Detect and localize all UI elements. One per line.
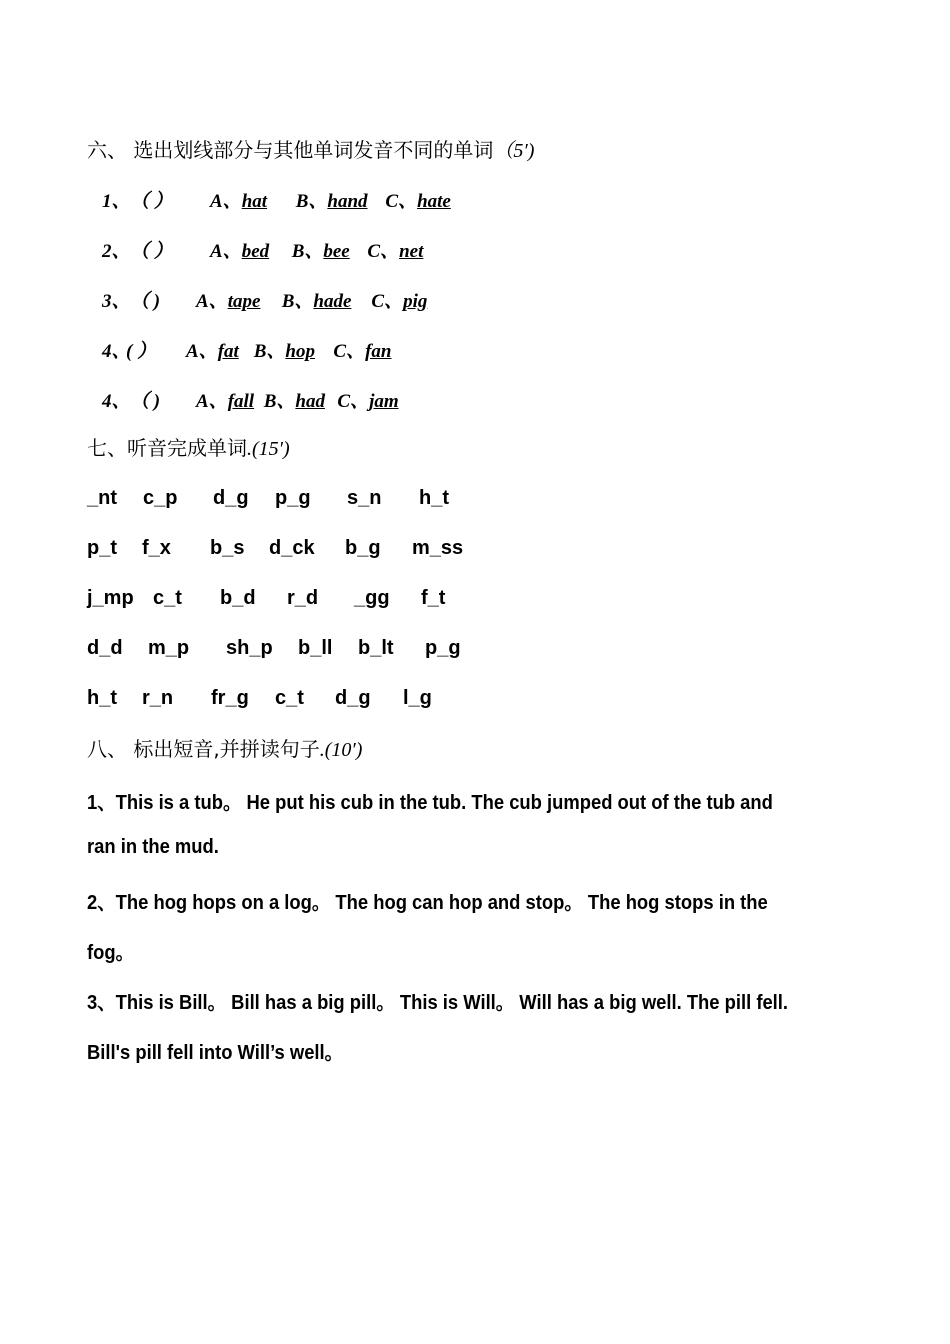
question-number: 2、 bbox=[102, 241, 131, 262]
blank-word: j_mp bbox=[87, 587, 134, 609]
option-a-word: fall bbox=[227, 391, 255, 412]
option-c-word: hate bbox=[417, 191, 451, 212]
answer-bracket: （ ） bbox=[130, 191, 173, 212]
question-row bbox=[102, 236, 423, 263]
blank-word: p_t bbox=[87, 537, 117, 559]
sentence-line: Bill's pill fell into Will’s well。 bbox=[87, 1042, 344, 1064]
option-c-word: net bbox=[399, 241, 424, 262]
blank-word: d_ck bbox=[269, 537, 315, 559]
option-c-label: C、 bbox=[371, 291, 404, 312]
option-c-label: C、 bbox=[337, 391, 370, 412]
option-a-word: hat bbox=[241, 191, 268, 212]
section6-heading bbox=[87, 134, 534, 163]
question-number: 4、 bbox=[102, 391, 131, 412]
option-a-label: A、 bbox=[210, 191, 242, 212]
blank-word: d_g bbox=[213, 487, 249, 509]
section7-points: .(15′) bbox=[247, 438, 290, 460]
blank-word: b_s bbox=[210, 537, 245, 559]
question-number: 1、 bbox=[102, 191, 131, 212]
option-a-word: fat bbox=[217, 341, 239, 362]
word-row bbox=[87, 587, 445, 610]
sentence-line: 3、This is Bill。 Bill has a big pill。 This is Will。 Will has a big well. The pill fell. bbox=[87, 992, 789, 1014]
blank-word: r_n bbox=[142, 687, 174, 709]
option-b-word: had bbox=[295, 391, 325, 412]
sentence-line: fog。 bbox=[87, 942, 135, 964]
blank-word: m_ss bbox=[412, 537, 464, 559]
answer-bracket: （ ） bbox=[130, 241, 173, 262]
option-b-word: hop bbox=[285, 341, 315, 362]
blank-word: p_g bbox=[425, 637, 461, 659]
blank-word: d_d bbox=[87, 637, 123, 659]
blank-word: _nt bbox=[87, 487, 117, 509]
section6-points: （5′) bbox=[493, 140, 535, 162]
answer-bracket: ( ） bbox=[126, 341, 157, 362]
word-row bbox=[87, 687, 432, 710]
option-c-word: fan bbox=[365, 341, 392, 362]
blank-word: m_p bbox=[148, 637, 190, 659]
blank-word: l_g bbox=[403, 687, 432, 709]
blank-word: _gg bbox=[354, 587, 390, 609]
section8-title: 八、 标出短音,并拼读句子 bbox=[87, 737, 320, 761]
blank-word: fr_g bbox=[211, 687, 249, 709]
option-a-label: A、 bbox=[196, 291, 228, 312]
blank-word: b_g bbox=[345, 537, 381, 559]
question-number: 3、 bbox=[102, 291, 131, 312]
blank-word: sh_p bbox=[226, 637, 273, 659]
blank-word: c_p bbox=[143, 487, 178, 509]
blank-word: h_t bbox=[419, 487, 449, 509]
option-b-word: hand bbox=[327, 191, 368, 212]
option-a-word: tape bbox=[227, 291, 261, 312]
option-b-label: B、 bbox=[281, 291, 314, 312]
question-row bbox=[102, 336, 391, 363]
option-a-word: bed bbox=[241, 241, 270, 262]
question-row bbox=[102, 286, 427, 313]
option-a-label: A、 bbox=[186, 341, 218, 362]
option-c-word: jam bbox=[369, 391, 399, 412]
word-row bbox=[87, 537, 463, 560]
blank-word: d_g bbox=[335, 687, 371, 709]
option-b-label: B、 bbox=[295, 191, 328, 212]
section6-title: 六、 选出划线部分与其他单词发音不同的单词 bbox=[87, 138, 494, 162]
option-c-label: C、 bbox=[385, 191, 418, 212]
blank-word: c_t bbox=[153, 587, 182, 609]
option-b-label: B、 bbox=[253, 341, 286, 362]
blank-word: h_t bbox=[87, 687, 117, 709]
word-row bbox=[87, 637, 461, 660]
sentence-line: ran in the mud. bbox=[87, 836, 219, 858]
option-b-word: bee bbox=[323, 241, 350, 262]
answer-bracket: （ ) bbox=[130, 391, 161, 412]
option-c-label: C、 bbox=[367, 241, 400, 262]
question-row bbox=[102, 386, 399, 413]
section8-heading bbox=[87, 733, 362, 762]
option-b-label: B、 bbox=[263, 391, 296, 412]
option-c-label: C、 bbox=[333, 341, 366, 362]
option-c-word: pig bbox=[403, 291, 428, 312]
section7-heading bbox=[87, 432, 290, 461]
sentence-line: 1、This is a tub。 He put his cub in the tub. The cub jumped out of the tub and bbox=[87, 792, 773, 814]
answer-bracket: （ ) bbox=[130, 291, 161, 312]
word-row bbox=[87, 487, 449, 510]
option-a-label: A、 bbox=[196, 391, 228, 412]
blank-word: b_ll bbox=[298, 637, 333, 659]
option-b-word: hade bbox=[313, 291, 352, 312]
blank-word: c_t bbox=[275, 687, 304, 709]
section8-points: .(10′) bbox=[319, 739, 363, 761]
sentence-line: 2、The hog hops on a log。 The hog can hop and stop。 The hog stops in the bbox=[87, 892, 768, 914]
blank-word: s_n bbox=[347, 487, 382, 509]
question-number: 4、 bbox=[102, 341, 131, 362]
blank-word: b_d bbox=[220, 587, 256, 609]
option-b-label: B、 bbox=[291, 241, 324, 262]
question-row bbox=[102, 186, 451, 213]
blank-word: f_t bbox=[421, 587, 446, 609]
blank-word: r_d bbox=[287, 587, 319, 609]
option-a-label: A、 bbox=[210, 241, 242, 262]
section7-title: 七、听音完成单词 bbox=[87, 436, 247, 460]
blank-word: p_g bbox=[275, 487, 311, 509]
blank-word: f_x bbox=[142, 537, 171, 559]
blank-word: b_lt bbox=[358, 637, 394, 659]
